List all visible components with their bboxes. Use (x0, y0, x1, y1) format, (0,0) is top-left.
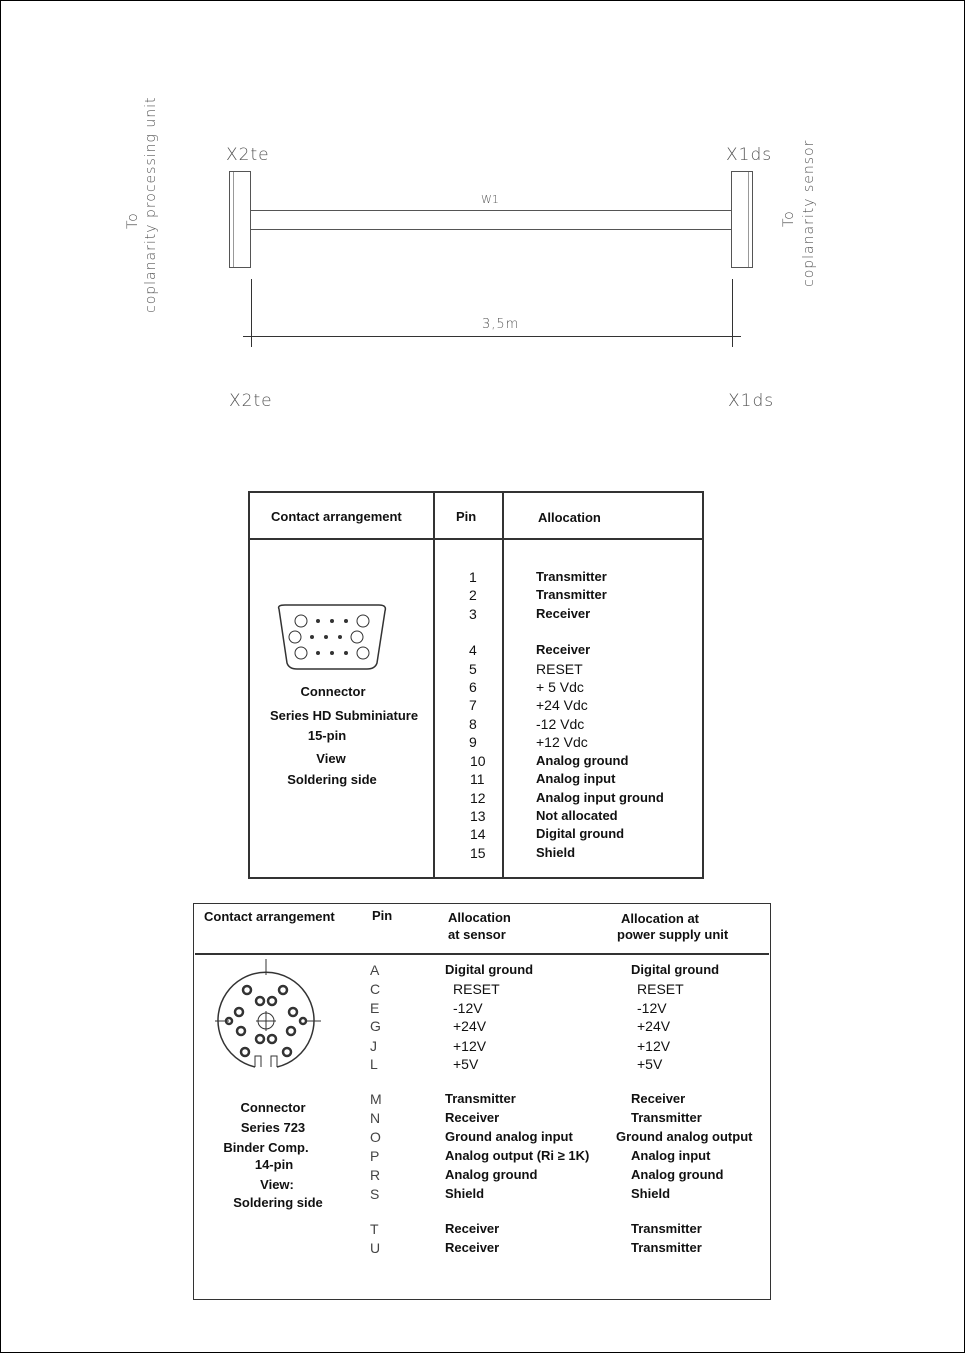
table1-pin-number: 7 (469, 697, 477, 713)
table1-pin-allocation: Transmitter (536, 569, 607, 584)
table2-sensor-allocation: -12V (453, 1000, 483, 1016)
table1-pin-number: 10 (470, 753, 486, 769)
table2-sensor-allocation: Shield (445, 1186, 485, 1201)
table1-pin-number: 5 (469, 661, 477, 677)
table1-pin-allocation: Shield (536, 845, 576, 860)
table2-header-pin: Pin (372, 908, 393, 923)
table1-pin-allocation: Transmitter (536, 587, 607, 602)
table2-sensor-allocation: Receiver (445, 1110, 500, 1125)
table2-pin-letter: U (370, 1240, 381, 1256)
binder-723-connector-icon (215, 959, 321, 1075)
table2-psu-allocation: Receiver (631, 1091, 686, 1106)
table1-pin-allocation: RESET (536, 661, 583, 677)
table1-pin-number: 4 (469, 642, 477, 658)
left-connector-label-top: X2te (226, 145, 270, 165)
left-connector-label-bottom: X2te (229, 391, 273, 411)
left-destination-label: coplanarity processing unit (143, 96, 159, 313)
table1-header-contact: Contact arrangement (271, 509, 402, 524)
right-to-label: To (781, 210, 797, 227)
table2-psu-allocation: +24V (637, 1018, 671, 1034)
cable-name-label: W1 (481, 193, 499, 206)
table1-pin-allocation: Analog ground (536, 753, 629, 768)
table2-pin-letter: J (370, 1038, 377, 1054)
table2-pin-letter: E (370, 1000, 380, 1016)
left-connector-plug (229, 171, 251, 268)
table2-psu-allocation: +5V (637, 1056, 663, 1072)
table2-header-divider (195, 953, 769, 955)
table2-sensor-allocation: Transmitter (445, 1091, 516, 1106)
table2-pin-letter: S (370, 1186, 380, 1202)
table2-sensor-allocation: Receiver (445, 1240, 500, 1255)
table1-pin-number: 6 (469, 679, 477, 695)
table1-pin-allocation: -12 Vdc (536, 716, 585, 732)
table1-pin-number: 8 (469, 716, 477, 732)
table1-pin-allocation: +12 Vdc (536, 734, 588, 750)
table1-header-divider (250, 538, 702, 540)
table2-sensor-allocation: RESET (453, 981, 500, 997)
table1-connector-description: View (316, 751, 346, 766)
table2-header-contact: Contact arrangement (204, 909, 335, 924)
table2-psu-allocation: -12V (637, 1000, 667, 1016)
table2-psu-allocation: RESET (637, 981, 684, 997)
table1-pin-allocation: Analog input ground (536, 790, 664, 805)
table1-col-divider (433, 493, 435, 877)
table2-pin-letter: R (370, 1167, 381, 1183)
table2-sensor-allocation: Ground analog input (445, 1129, 573, 1144)
table1-connector-description: Series HD Subminiature (269, 708, 419, 723)
table2-psu-allocation: Analog ground (631, 1167, 724, 1182)
table2-psu-allocation: Transmitter (631, 1221, 702, 1236)
table2-psu-allocation: Digital ground (631, 962, 720, 977)
table2-sensor-allocation: Analog output (Ri ≥ 1K) (445, 1148, 590, 1163)
right-connector-label-bottom: X1ds (728, 391, 775, 411)
table2-header-psu-line1: Allocation at (621, 911, 700, 926)
table2-psu-allocation: Analog input (631, 1148, 711, 1163)
table2-pin-letter: O (370, 1129, 381, 1145)
table1-col-divider (502, 493, 504, 877)
right-destination-label: coplanarity sensor (801, 139, 817, 287)
table2-sensor-allocation: +24V (453, 1018, 487, 1034)
table2-pin-letter: G (370, 1018, 381, 1034)
table2-pin-letter: N (370, 1110, 381, 1126)
table2-pin-letter: A (370, 962, 380, 978)
table1-pin-number: 2 (469, 587, 477, 603)
table2-connector-description: Binder Comp. (223, 1140, 309, 1155)
table1-pin-allocation: +24 Vdc (536, 697, 588, 713)
table1-pin-number: 13 (470, 808, 486, 824)
table1-pin-allocation: + 5 Vdc (536, 679, 584, 695)
table2-connector-description: Connector (240, 1100, 306, 1115)
table2-pin-letter: M (370, 1091, 382, 1107)
table2-header-psu-line2: power supply unit (617, 927, 729, 942)
table2-pin-letter: P (370, 1148, 380, 1164)
table1-pin-allocation: Receiver (536, 606, 591, 621)
table1-connector-description: 15-pin (307, 728, 347, 743)
table1-pin-allocation: Digital ground (536, 826, 625, 841)
table1-pin-number: 3 (469, 606, 477, 622)
table1-pin-number: 11 (470, 771, 485, 787)
table2-connector-description: 14-pin (254, 1157, 294, 1172)
table2-psu-allocation: Ground analog output (616, 1129, 753, 1144)
table1-header-pin: Pin (456, 509, 477, 524)
table2-connector-description: Series 723 (240, 1120, 306, 1135)
table2-connector-description: Soldering side (233, 1195, 323, 1210)
table2-sensor-allocation: Analog ground (445, 1167, 538, 1182)
table1-pin-allocation: Not allocated (536, 808, 618, 823)
dimension-line (243, 336, 741, 337)
table2-connector-description: View: (260, 1177, 294, 1192)
hd15-connector-icon (273, 603, 389, 671)
table2-sensor-allocation: Digital ground (445, 962, 534, 977)
cable-w1 (251, 210, 731, 230)
table1-pin-allocation: Analog input (536, 771, 616, 786)
cable-length-label: 3,5m (482, 317, 520, 332)
table1-pin-number: 12 (470, 790, 486, 806)
right-connector-label-top: X1ds (726, 145, 773, 165)
right-connector-plug (731, 171, 753, 268)
table1-pin-number: 1 (469, 569, 477, 585)
table1-connector-description: Connector (300, 684, 366, 699)
table2-sensor-allocation: +12V (453, 1038, 487, 1054)
table2-psu-allocation: Transmitter (631, 1110, 702, 1125)
table1-header-allocation: Allocation (538, 510, 601, 525)
left-to-label: To (125, 212, 141, 229)
table2-psu-allocation: +12V (637, 1038, 671, 1054)
table1-pin-number: 9 (469, 734, 477, 750)
table2-header-sensor-line2: at sensor (448, 927, 506, 942)
table2-pin-letter: C (370, 981, 381, 997)
table1-pin-allocation: Receiver (536, 642, 591, 657)
table2-psu-allocation: Shield (631, 1186, 671, 1201)
table2-pin-letter: L (370, 1056, 378, 1072)
table2-sensor-allocation: Receiver (445, 1221, 500, 1236)
table2-sensor-allocation: +5V (453, 1056, 479, 1072)
table2-pin-letter: T (370, 1221, 379, 1237)
table2-header-sensor-line1: Allocation (448, 910, 511, 925)
table2-psu-allocation: Transmitter (631, 1240, 702, 1255)
table1-pin-number: 15 (470, 845, 486, 861)
table1-pin-number: 14 (470, 826, 486, 842)
table1-connector-description: Soldering side (287, 772, 377, 787)
